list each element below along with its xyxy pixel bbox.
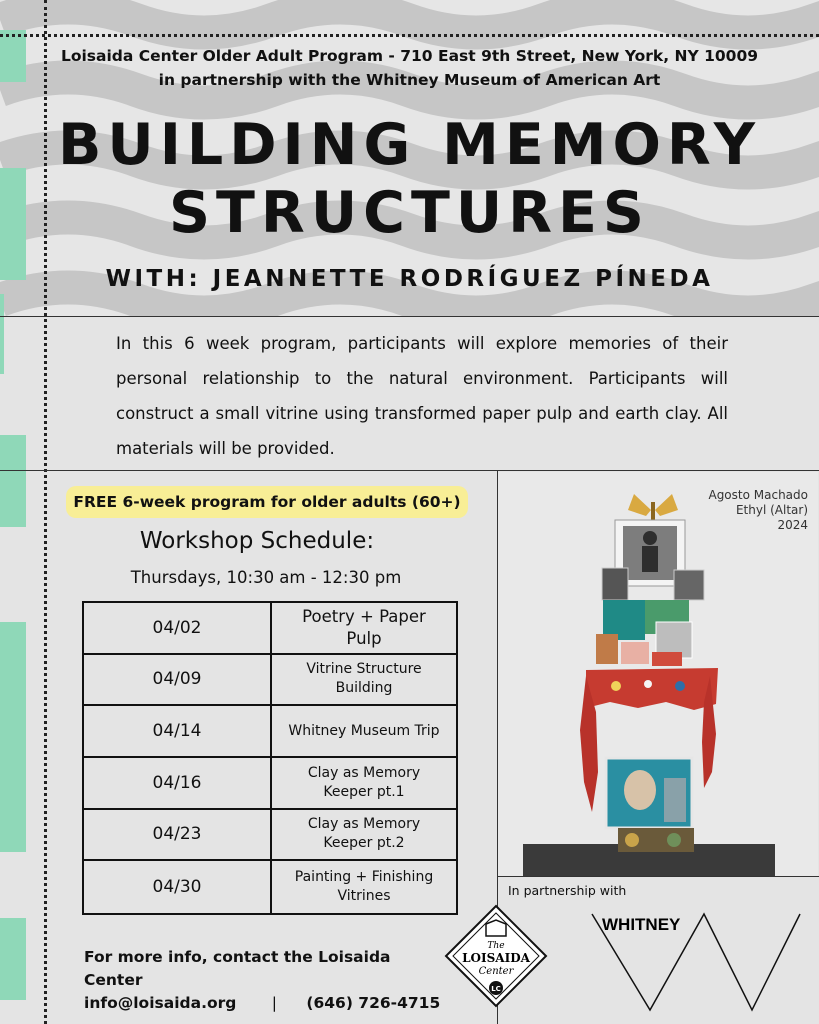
artwork-artist: Agosto Machado [708, 488, 808, 502]
mint-bar [0, 294, 4, 374]
schedule-time: Thursdays, 10:30 am - 12:30 pm [130, 568, 402, 587]
free-program-badge: FREE 6-week program for older adults (60+) [66, 486, 468, 518]
header-address: Loisaida Center Older Adult Program - 710 East 9th Street, New York, NY 10009 [60, 47, 759, 65]
schedule-activity: Clay as Memory Keeper pt.2 [272, 810, 456, 862]
svg-text:LOISAIDA: LOISAIDA [462, 951, 530, 965]
divider-line [0, 470, 819, 471]
header-partnership: in partnership with the Whitney Museum of American Art [158, 71, 661, 89]
artwork-caption [640, 488, 808, 533]
loisaida-center-logo [444, 904, 548, 1008]
schedule-activity: Poetry + Paper Pulp [272, 603, 456, 655]
contact-details-row [84, 992, 444, 1015]
divider-line [0, 316, 819, 317]
schedule-activity: Clay as Memory Keeper pt.1 [272, 758, 456, 810]
mint-bar [0, 918, 26, 1000]
divider-line [497, 876, 819, 877]
program-description: In this 6 week program, participants will explore memories of their personal relationship to the natural environment. Participants will construct a small vitrine using transformed paper pulp and earth clay. All materials will be provided. [116, 334, 728, 458]
svg-text:WHITNEY: WHITNEY [602, 915, 681, 934]
schedule-date: 04/09 [84, 655, 272, 707]
schedule-date: 04/30 [84, 861, 272, 913]
contact-email[interactable]: info@loisaida.org [84, 994, 237, 1012]
whitney-logo [586, 904, 806, 1016]
schedule-title: Workshop Schedule: [139, 528, 375, 554]
contact-heading: For more info, contact the Loisaida Center [84, 948, 391, 989]
schedule-date: 04/23 [84, 810, 272, 862]
contact-info [84, 946, 444, 1015]
contact-separator: | [271, 994, 277, 1012]
horizontal-dotted-line [0, 34, 819, 37]
schedule-activity: Vitrine Structure Building [272, 655, 456, 707]
schedule-date: 04/14 [84, 706, 272, 758]
page-subtitle: WITH: JEANNETTE RODRÍGUEZ PÍNEDA [105, 266, 714, 292]
mint-bar [0, 622, 26, 852]
schedule-activity: Painting + Finishing Vitrines [294, 869, 434, 905]
mint-bar [0, 435, 26, 527]
svg-text:LC: LC [491, 985, 501, 993]
artwork-title: Ethyl (Altar) [735, 503, 808, 517]
schedule-date: 04/16 [84, 758, 272, 810]
svg-text:The: The [487, 941, 505, 951]
svg-text:Center: Center [478, 966, 514, 977]
contact-phone[interactable]: (646) 726-4715 [306, 994, 441, 1012]
schedule-activity: Whitney Museum Trip [272, 706, 456, 758]
schedule-date: 04/02 [84, 603, 272, 655]
partnership-label: In partnership with [508, 883, 627, 898]
schedule-table [82, 601, 458, 915]
page-title-line1: BUILDING MEMORY [57, 112, 761, 178]
artwork-year: 2024 [777, 518, 808, 532]
page-title-line2: STRUCTURES [169, 180, 650, 246]
